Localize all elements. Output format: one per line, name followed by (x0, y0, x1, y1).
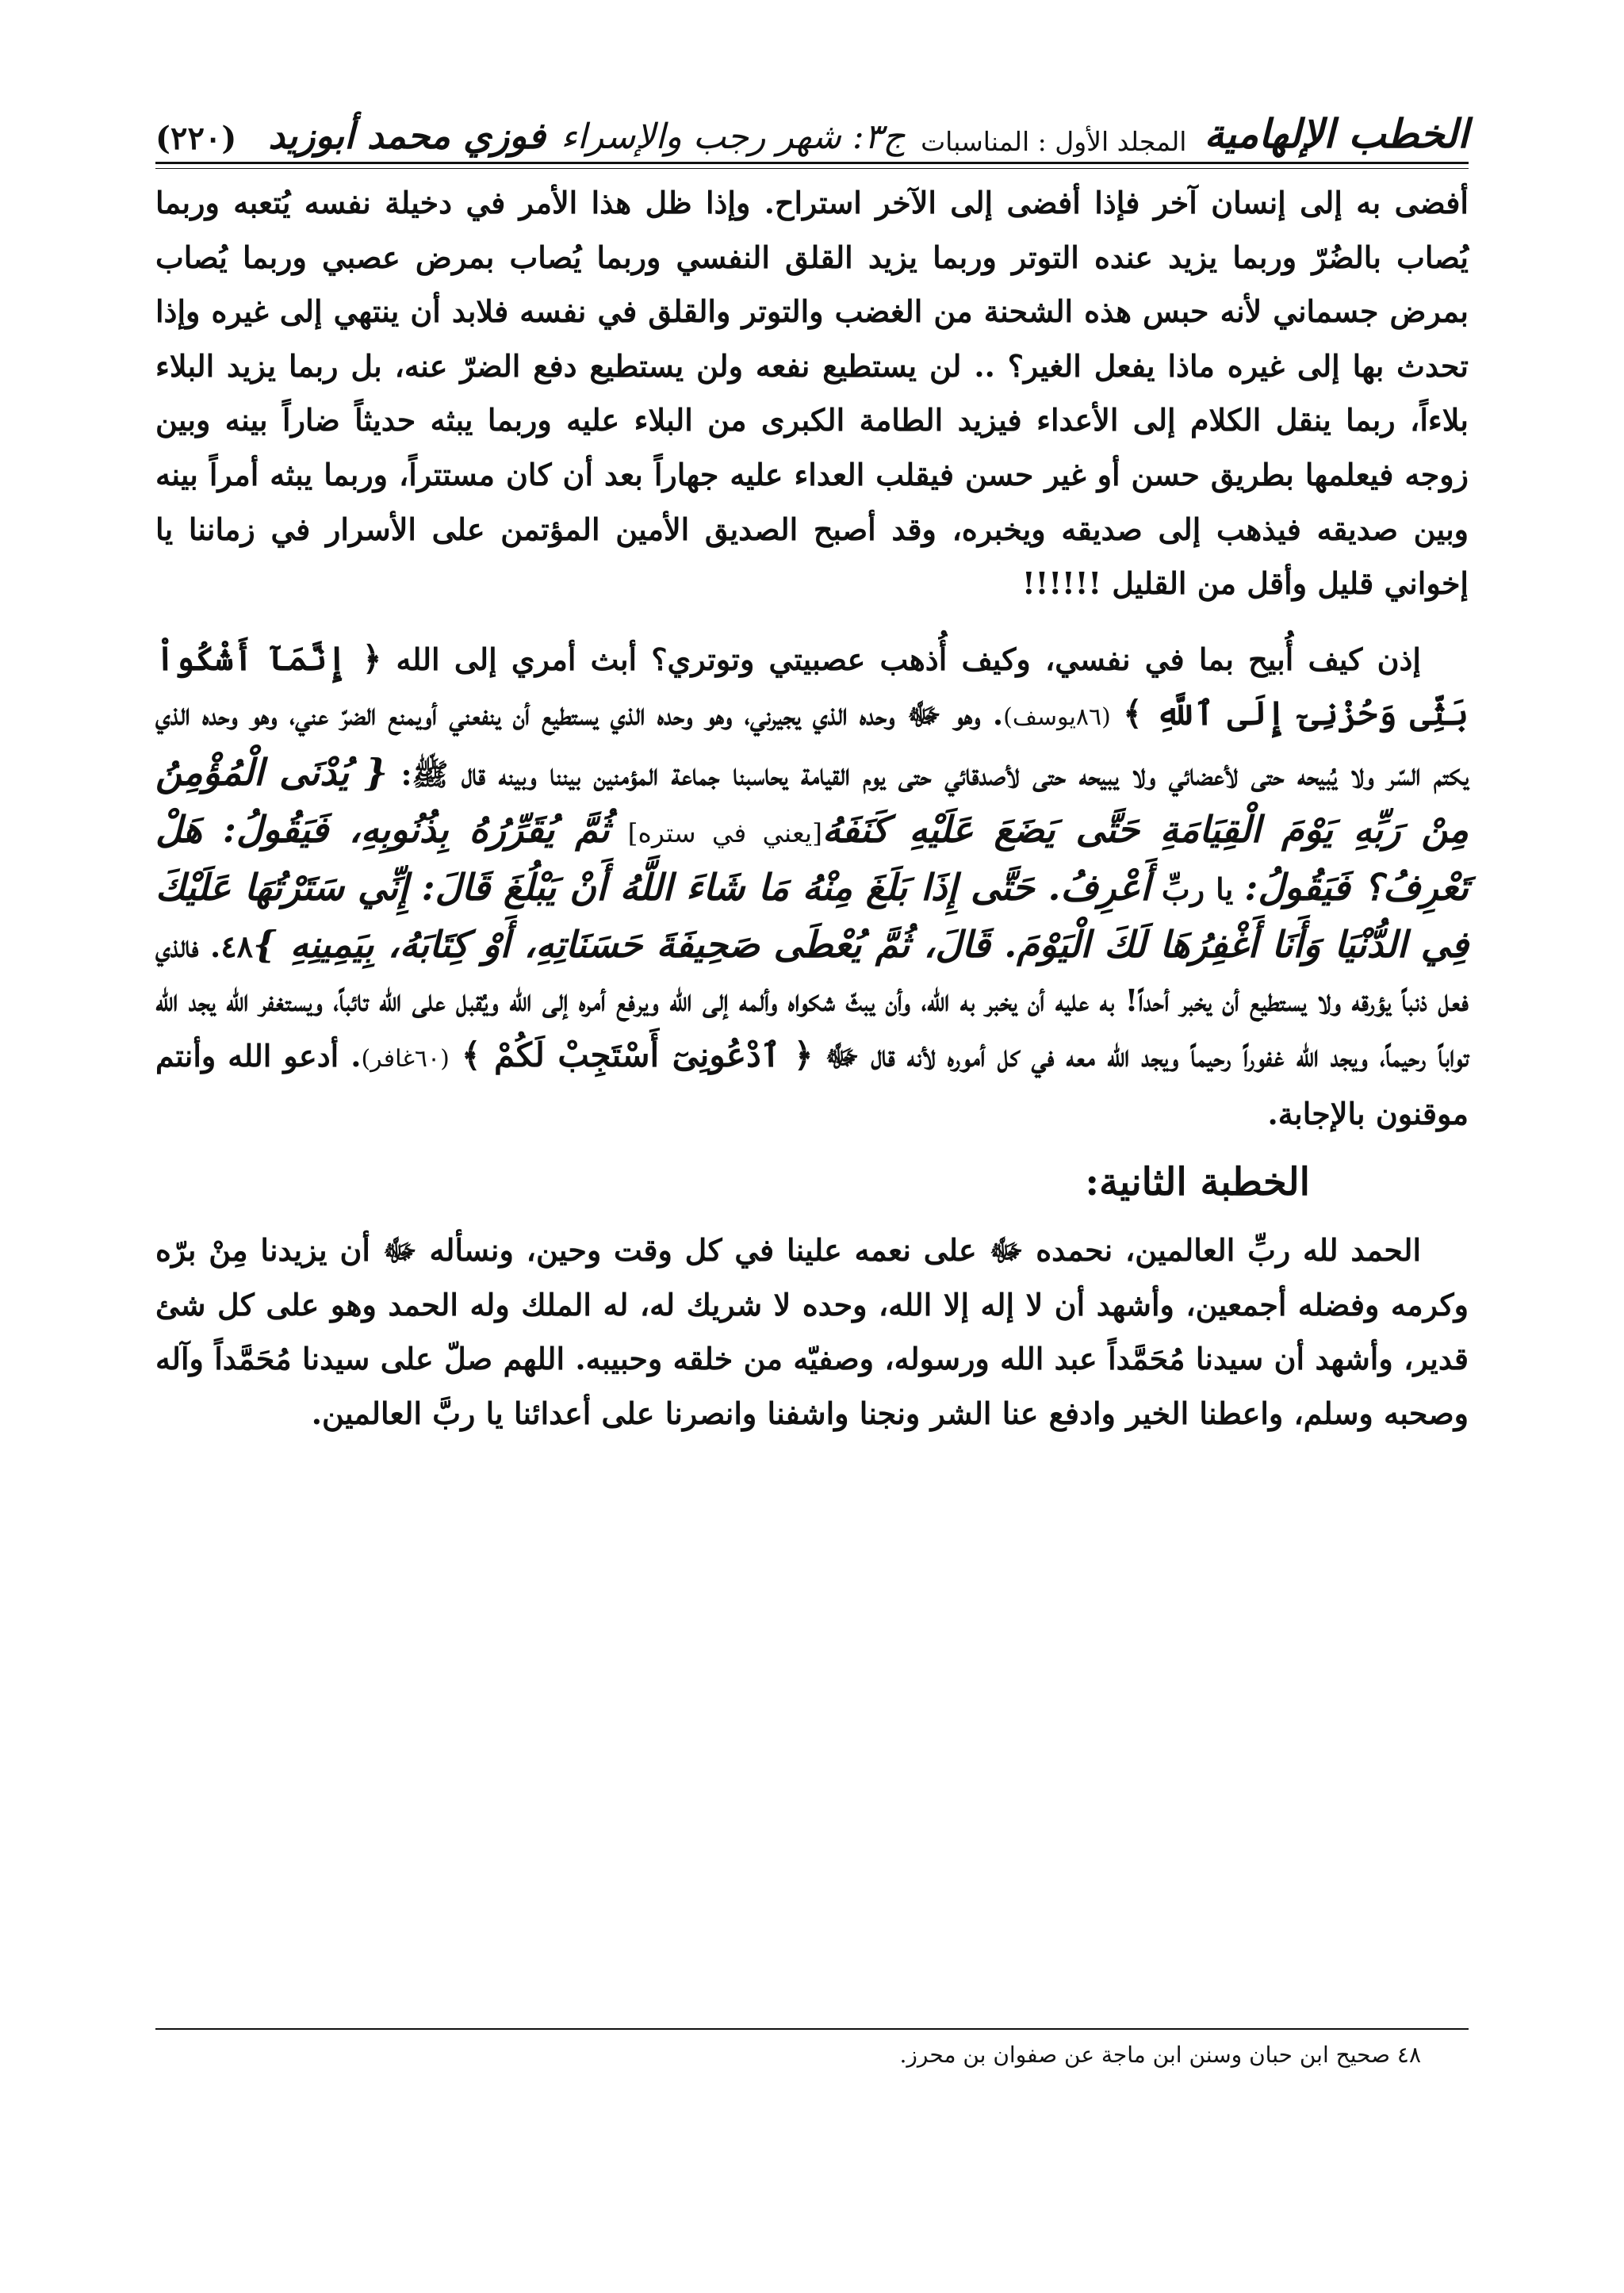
header-rule (155, 162, 1469, 164)
page-body (155, 176, 1469, 1441)
footnote-rule (155, 2028, 1469, 2030)
hadith-text-d: أَعْرِفُ. حَتَّى إِذَا بَلَغَ مِنْهُ مَا شَاءَ اللَّهُ أَنْ يَبْلُغَ قَالَ: إِنِّي سَتَرْتُهَا عَلَيْكَ فِي الدُّنْيَا وَأَنَا أَغْفِرُهَا لَكَ الْيَوْمَ. قَالَ، ثُمَّ يُعْطَى صَحِيفَةَ حَسَنَاتِهِ، أَوْ كِتَابَهُ، بِيَمِينِهِ } (155, 866, 1469, 966)
quran-ref-ghafir: (٦٠غافر) (361, 1044, 450, 1073)
page-number: (٢٢٠) (155, 120, 237, 157)
header-author-group (155, 114, 546, 157)
hadith-text-c: يا ربِّ (1161, 871, 1234, 908)
paragraph-3: الحمد لله ربِّ العالمين، نحمده ﷻ على نعمه علينا في كل وقت وحين، ونسأله ﷻ أن يزيدنا مِنْ برّه وكرمه وفضله أجمعين، وأشهد أن لا إله إلا الله، وحده لا شريك له، له الملك وله الحمد وهو على كل شئ قدير، وأشهد أن سيدنا مُحَمَّداً عبد الله ورسوله، وصفيّه من خلقه وحبيبه. اللهم صلّ على سيدنا مُحَمَّداً وآله وصحبه وسلم، واعطنا الخير وادفع عنا الشر ونجنا واشفنا وانصرنا على أعدائنا يا ربَّ العالمين. (155, 1232, 1469, 1431)
hadith-note: [يعني في ستره] (627, 817, 822, 848)
header-title-group (921, 110, 1469, 157)
quran-quote-yusuf: ﴿ إِنَّمَآ أَشْكُواْ بَثِّى وَحُزْنِىٓ إِلَى ٱللَّهِ ﴾ (155, 638, 1469, 733)
volume-label: المجلد الأول : المناسبات (921, 126, 1187, 157)
hadith-text-b: ثُمَّ يُقَرِّرُهُ بِذُنُوبِهِ، فَيَقُولُ: هَلْ تَعْرِفُ؟ فَيَقُولُ: (155, 807, 1469, 909)
paragraph-1: أفضى به إلى إنسان آخر فإذا أفضى إلى الآخر استراح. وإذا ظل هذا الأمر في دخيلة نفسه يُتعبه وربما يُصاب بالضُرّ وربما يزيد عنده التوتر وربما يزيد القلق النفسي وربما يُصاب بمرض عصبي وربما يُصاب بمرض جسماني لأنه حبس هذه الشحنة من الغضب والتوتر والقلق في نفسه فلابد أن ينتهي إلى غيره وإذا تحدث بها إلى غيره ماذا يفعل الغير؟ .. لن يستطيع نفعه ولن يستطيع دفع الضرّ عنه، بل ربما يزيد البلاء بلاءاً، ربما ينقل الكلام إلى الأعداء فيزيد الطامة الكبرى من البلاء عليه وربما يبثه حديثاً ضاراً بينه وبين زوجه فيعلمها بطريق حسن أو غير حسن فيقلب العداء عليه جهاراً بعد أن كان مستتراً، وربما يبثه أمراً بينه وبين صديقه فيذهب إلى صديقه ويخبره، وقد أصبح الصديق الأمين المؤتمن على الأسرار في زماننا يا إخواني قليل وأقل من القليل !!!!!! (155, 185, 1469, 602)
footnote: ٤٨ صحيح ابن حبان وسنن ابن ماجة عن صفوان بن محرز. (899, 2042, 1421, 2068)
paragraph-2-text-d: . أدعو الله وأنتم موقنون بالإجابة. (155, 1037, 1469, 1131)
section-title: الخطبة الثانية: (1085, 1160, 1310, 1205)
paragraph-2-text-b: . وهو ﷻ وحده الذي يجيرني، وهو وحده الذي يستطيع أن ينفعني أويمنع الضرّ عني، وهو وحده الذي يكتم السّر ولا يُبيحه حتى لأعضائي ولا يبيحه حتى لأصدقائي حتى يوم القيامة يحاسبنا جماعة المؤمنين بيننا وبينه قال ﷺ: (155, 696, 1469, 792)
quran-ref-yusuf: (٨٦يوسف) (1003, 703, 1111, 732)
footnote-marker: ٤٨ (220, 928, 254, 964)
author-name: فوزي محمد أبوزيد (268, 114, 546, 157)
page-header (155, 94, 1469, 157)
paragraph-2-text-a: إذن كيف أُبيح بما في نفسي، وكيف أُذهب عصبيتي وتوتري؟ أبث أمري إلى الله (396, 641, 1421, 677)
paragraph-2-text-c: . فالذي فعل ذنباً يؤرقه ولا يستطيع أن يخبر أحداً! به عليه أن يخبر به الله، وأن يبثّ شكواه وألمه إلى الله ويرفع أمره إلى الله ويُقبل على الله تائباً، ويستغفر الله يجد الله تواباً رحيماً، ويجد الله غفوراً رحيماً ويجد الله معه في كل أموره لأنه قال ﷻ (155, 928, 1469, 1074)
hadith-text-a: { يُدْنَى الْمُؤْمِنُ مِنْ رَبِّهِ يَوْمَ الْقِيَامَةِ حَتَّى يَضَعَ عَلَيْهِ كَنَفَهُ (155, 750, 1469, 851)
book-title: الخطب الإلهامية (1204, 110, 1469, 157)
paragraph-2 (155, 632, 1469, 1141)
quran-quote-ghafir: ﴿ ٱدْعُونِىٓ أَسْتَجِبْ لَكُمْ ﴾ (461, 1035, 814, 1074)
header-rule-thin (155, 168, 1469, 169)
part-label: ج٣: شهر رجب والإسراء (561, 117, 906, 157)
